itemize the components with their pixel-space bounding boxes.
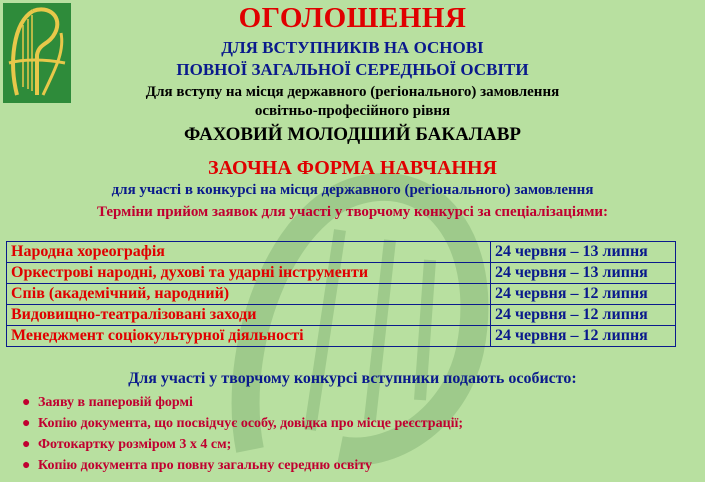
table-row (7, 242, 676, 263)
documents-title: Для участі у творчому конкурсі вступники подають особисто: (128, 370, 577, 387)
list-item (22, 392, 463, 413)
table-row (7, 305, 676, 326)
list-item-text: Копію документа, що посвідчує особу, довідка про місце реєстрації; (38, 416, 464, 431)
list-item-text: Копію документа про повну загальну середню освіту (38, 458, 372, 473)
specializations-table (6, 241, 676, 347)
bullet-icon: ● (22, 416, 31, 431)
list-item-text: Фотокартку розміром 3 х 4 см; (38, 437, 232, 452)
bullet-icon: ● (22, 395, 31, 410)
specialization-name: Видовищно-театралізовані заходи (7, 305, 491, 326)
header-line-3: Для вступу на місця державного (регіонального) замовлення (145, 84, 560, 100)
list-item (22, 455, 463, 476)
table-row (7, 284, 676, 305)
bullet-icon: ● (22, 437, 31, 452)
documents-list (22, 392, 463, 476)
specialization-dates: 24 червня – 13 липня (491, 263, 676, 284)
table-row (7, 326, 676, 347)
deadlines-line: Терміни прийом заявок для участі у творчому конкурсі за спеціалізаціями: (96, 204, 609, 220)
specialization-name: Оркестрові народні, духові та ударні інструменти (7, 263, 491, 284)
specialization-name: Менеджмент соціокультурної діяльності (7, 326, 491, 347)
study-form-title: ЗАОЧНА ФОРМА НАВЧАННЯ (208, 157, 497, 179)
header-line-2: ПОВНОЇ ЗАГАЛЬНОЇ СЕРЕДНЬОЇ ОСВІТИ (176, 60, 529, 79)
specialization-name: Спів (академічний, народний) (7, 284, 491, 305)
header-line-1: ДЛЯ ВСТУПНИКІВ НА ОСНОВІ (221, 38, 484, 57)
specialization-dates: 24 червня – 12 липня (491, 305, 676, 326)
list-item (22, 434, 463, 455)
list-item (22, 413, 463, 434)
table-row (7, 263, 676, 284)
contest-line: для участі в конкурсі на місця державного (регіонального) замовлення (111, 182, 594, 198)
list-item-text: Заяву в паперовій формі (38, 395, 193, 410)
specialization-dates: 24 червня – 13 липня (491, 242, 676, 263)
specialization-name: Народна хореографія (7, 242, 491, 263)
degree-title: ФАХОВИЙ МОЛОДШИЙ БАКАЛАВР (183, 124, 522, 145)
header-line-4: освітньо-професійного рівня (254, 103, 451, 119)
specialization-dates: 24 червня – 12 липня (491, 326, 676, 347)
specialization-dates: 24 червня – 12 липня (491, 284, 676, 305)
bullet-icon: ● (22, 458, 31, 473)
announcement-title: ОГОЛОШЕННЯ (238, 2, 467, 34)
